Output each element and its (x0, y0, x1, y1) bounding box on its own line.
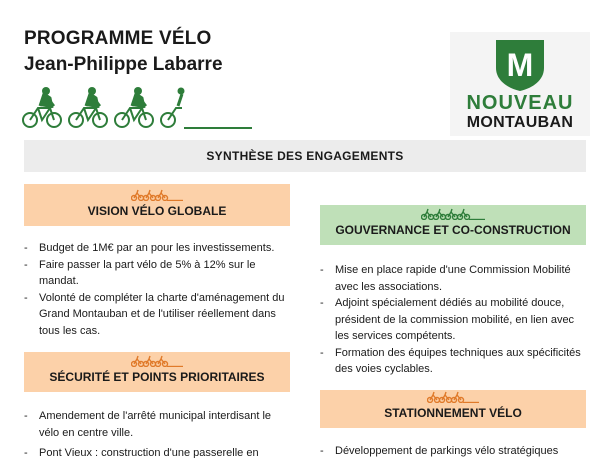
candidate-name: Jean-Philippe Labarre (24, 54, 223, 75)
list-item: - Mise en place rapide d'une Commission Mobilité avec les associations. (320, 262, 588, 295)
gouvernance-list (320, 262, 588, 378)
cyclist-icon (161, 88, 185, 128)
nouveau-montauban-logo (450, 32, 590, 136)
list-item: - Budget de 1M€ par an pour les investissements. (24, 240, 294, 257)
list-item: - Faire passer la part vélo de 5% à 12% sur le mandat. (24, 257, 294, 290)
securite-list (24, 408, 294, 458)
cyclists-illustration (22, 86, 262, 130)
bikes-icon (131, 355, 183, 367)
list-item: - Pont Vieux : construction d'une passerelle en (24, 445, 294, 458)
section-header-gouvernance (320, 205, 586, 245)
list-item: - Volonté de compléter la charte d'aménagement du Grand Montauban et de l'utiliser réellement dans tous les cas. (24, 290, 294, 340)
list-item: - Amendement de l'arrêté municipal interdisant le vélo en centre ville. (24, 408, 294, 441)
section-title: GOUVERNANCE ET CO-CONSTRUCTION (335, 223, 571, 237)
section-title: VISION VÉLO GLOBALE (87, 204, 227, 218)
shield-icon (493, 38, 547, 92)
bikes-icon (427, 391, 479, 403)
bikes-icon (421, 208, 485, 220)
logo-line-2: MONTAUBAN (466, 114, 574, 131)
cyclist-icon (23, 87, 61, 127)
section-title: SÉCURITÉ ET POINTS PRIORITAIRES (49, 370, 265, 384)
section-header-stationnement (320, 390, 586, 428)
shield-letter: M (506, 47, 534, 83)
summary-banner: SYNTHÈSE DES ENGAGEMENTS (24, 140, 586, 172)
program-title: PROGRAMME VÉLO (24, 28, 212, 49)
list-item: - Adjoint spécialement dédiés au mobilité douce, président de la commission mobilité, en lien avec les services compétents. (320, 295, 588, 345)
list-item: - Développement de parkings vélo stratégiques (320, 443, 588, 458)
bikes-icon (131, 189, 183, 201)
vision-list (24, 240, 294, 339)
stationnement-list (320, 443, 588, 458)
section-header-vision (24, 184, 290, 226)
list-item: - Formation des équipes techniques aux spécificités des voies cyclables. (320, 345, 588, 378)
logo-line-1: NOUVEAU (466, 92, 574, 114)
cyclist-icon (115, 87, 153, 127)
cyclist-icon (69, 87, 107, 127)
section-header-securite (24, 352, 290, 392)
section-title: STATIONNEMENT VÉLO (384, 406, 522, 420)
